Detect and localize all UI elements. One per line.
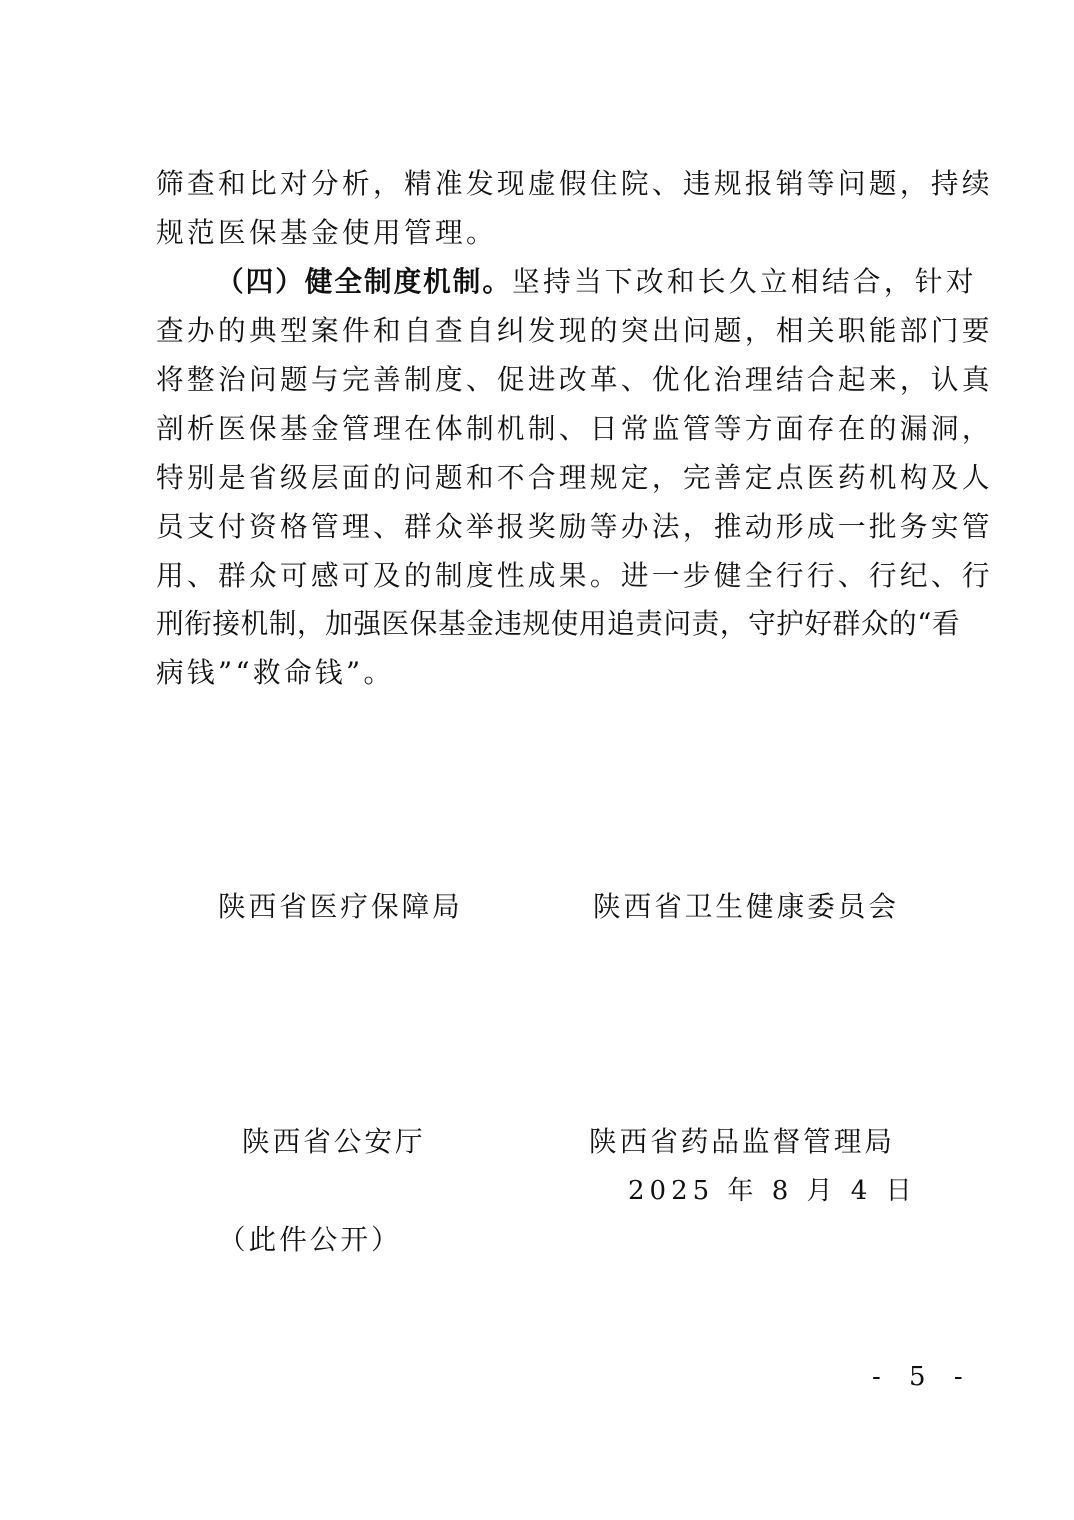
body-line: 用、群众可感可及的制度性成果。进一步健全行行、行纪、行 <box>156 559 993 592</box>
body-line: 查办的典型案件和自查自纠发现的突出问题，相关职能部门要 <box>156 314 993 347</box>
body-line: 筛查和比对分析，精准发现虚假住院、违规报销等问题，持续 <box>156 167 993 200</box>
section-paragraph-start <box>216 262 977 302</box>
page-number: - 5 - <box>872 1362 973 1392</box>
signature-org: 陕西省医疗保障局 <box>218 890 463 923</box>
body-line: 员支付资格管理、群众举报奖励等办法，推动形成一批务实管 <box>156 510 993 543</box>
body-line: 刑衔接机制，加强医保基金违规使用追责问责，守护好群众的“看 <box>156 607 961 640</box>
disclosure-note: （此件公开） <box>218 1223 402 1256</box>
body-line: 剖析医保基金管理在体制机制、日常监管等方面存在的漏洞， <box>156 412 993 445</box>
body-line: 病钱”“救命钱”。 <box>156 656 395 689</box>
section-heading: （四）健全制度机制。 <box>216 265 512 298</box>
body-line: 特别是省级层面的问题和不合理规定，完善定点医药机构及人 <box>156 461 993 494</box>
signature-org: 陕西省卫生健康委员会 <box>593 890 899 923</box>
signature-org: 陕西省公安厅 <box>242 1125 426 1158</box>
signature-org: 陕西省药品监督管理局 <box>589 1125 895 1158</box>
body-line: 将整治问题与完善制度、促进改革、优化治理结合起来，认真 <box>156 363 993 396</box>
body-line: 规范医保基金使用管理。 <box>156 216 497 249</box>
body-text: 坚持当下改和长久立相结合，针对 <box>511 265 977 298</box>
signature-date: 2025 年 8 月 4 日 <box>628 1176 917 1206</box>
